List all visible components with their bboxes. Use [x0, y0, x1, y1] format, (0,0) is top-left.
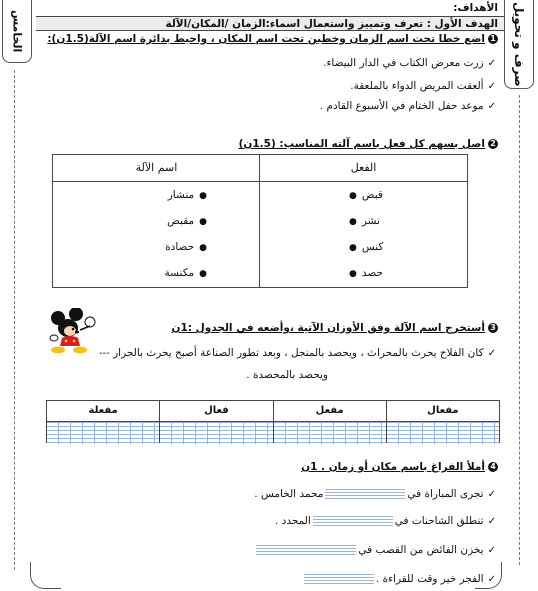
pattern-header: فعال: [160, 401, 272, 422]
q3-number: 3: [488, 323, 498, 333]
tools-column: [53, 155, 260, 287]
right-side-tab: [504, 0, 534, 89]
patterns-table: [46, 400, 500, 443]
answer-lines[interactable]: [47, 422, 159, 444]
pattern-header: مفعل: [274, 401, 386, 422]
right-dashed-border: [519, 95, 520, 565]
q2-number: 2: [488, 139, 498, 149]
q3-title: [172, 322, 498, 334]
right-side-tab-label: صرف و تحويل: [512, 1, 526, 87]
fill-blank[interactable]: [325, 489, 405, 500]
q3-passage-line-1: ✓كان الفلاح يحرث بالمحراث ، ويحصد بالمنجل ، وبعد تطور الصناعة أصبح يحرث بالجرار ---: [99, 347, 496, 359]
q4-item-4: ✓الفجر خير وقت للقراءة .: [302, 572, 496, 587]
pattern-cell: [159, 401, 272, 442]
q2-title: [239, 138, 498, 150]
tool-item[interactable]: ●مكنسة: [164, 267, 207, 279]
q1-number: 1: [488, 34, 498, 44]
check-icon: ✓: [487, 516, 496, 527]
pattern-header: مفعلة: [47, 401, 159, 422]
verb-item[interactable]: كنس●: [349, 241, 384, 253]
verb-item[interactable]: نشر●: [349, 215, 380, 227]
q1-sentence-1: ✓زرت معرض الكتاب في الدار البيضاء.: [323, 57, 496, 69]
answer-lines[interactable]: [160, 422, 272, 444]
tool-item[interactable]: ●حصادة: [165, 241, 207, 253]
check-icon: ✓: [487, 489, 496, 500]
q4-item-1: ✓تجرى المباراة فيمحمد الخامس .: [254, 488, 496, 500]
left-side-tab-label: الخامس: [10, 9, 24, 53]
mickey-illustration: [46, 308, 104, 354]
q1-sentence-2: ✓ألعقت المريض الدواء بالملعقة.: [350, 80, 496, 92]
fill-blank[interactable]: [304, 574, 374, 585]
matching-table: [52, 154, 468, 288]
q4-item-2: ✓تنطلق الشاحنات فيالمحدد .: [274, 515, 496, 527]
q1-sentence-3: ✓موعد حفل الختام في الأسبوع القادم .: [319, 100, 496, 112]
q1-title-text: اضع خطا تحت اسم الزمان وخطين تحت اسم المكان ، واحيط بدائرة اسم الآلة(1.5ن):: [47, 33, 485, 45]
verbs-column: [259, 155, 467, 287]
fill-blank[interactable]: [313, 516, 393, 527]
answer-lines[interactable]: [387, 422, 499, 444]
bottom-left-corner: [30, 562, 61, 589]
goals-label: الأهداف:: [453, 2, 498, 14]
pattern-cell: [386, 401, 499, 442]
q4-number: 4: [488, 462, 498, 472]
q1-title: [47, 33, 498, 45]
q2-title-text: اصل بسهم كل فعل باسم آلته المناسب: (1.5ن): [238, 138, 485, 150]
check-icon: ✓: [487, 348, 496, 359]
verb-item[interactable]: حصد●: [349, 267, 383, 279]
check-icon: ✓: [487, 58, 496, 69]
check-icon: ✓: [487, 81, 496, 92]
left-side-tab: [2, 0, 32, 63]
answer-lines[interactable]: [274, 422, 386, 444]
q3-passage-line-2: ويحصد بالمحصدة .: [246, 369, 328, 381]
objective-banner: الهدف الأول : تعرف وتمييز واستعمال اسماء:الزمان /المكان/الآلة: [36, 16, 504, 31]
pattern-header: مفعال: [387, 401, 499, 422]
verb-item[interactable]: قبض●: [349, 189, 383, 201]
verbs-column-header: الفعل: [260, 155, 467, 182]
left-dashed-border: [14, 70, 15, 570]
q4-title: [301, 461, 498, 473]
check-icon: ✓: [487, 545, 496, 556]
tools-column-header: اسم الآلة: [53, 155, 260, 182]
tool-item[interactable]: ●مقبض: [167, 215, 207, 227]
fill-blank[interactable]: [256, 545, 356, 556]
q4-title-text: أملأ الفراغ باسم مكان أو زمان . 1ن: [301, 461, 485, 473]
check-icon: ✓: [487, 101, 496, 112]
check-icon: ✓: [487, 574, 496, 585]
q4-item-3: ✓يخزن الفائض من القصب في: [254, 543, 496, 558]
tool-item[interactable]: ●منشار: [167, 189, 207, 201]
q3-title-text: أستخرج اسم الآلة وفق الأوزان الآتية ،وأضعه في الجدول :1ن: [171, 322, 485, 334]
pattern-cell: [273, 401, 386, 442]
pattern-cell: [47, 401, 159, 442]
